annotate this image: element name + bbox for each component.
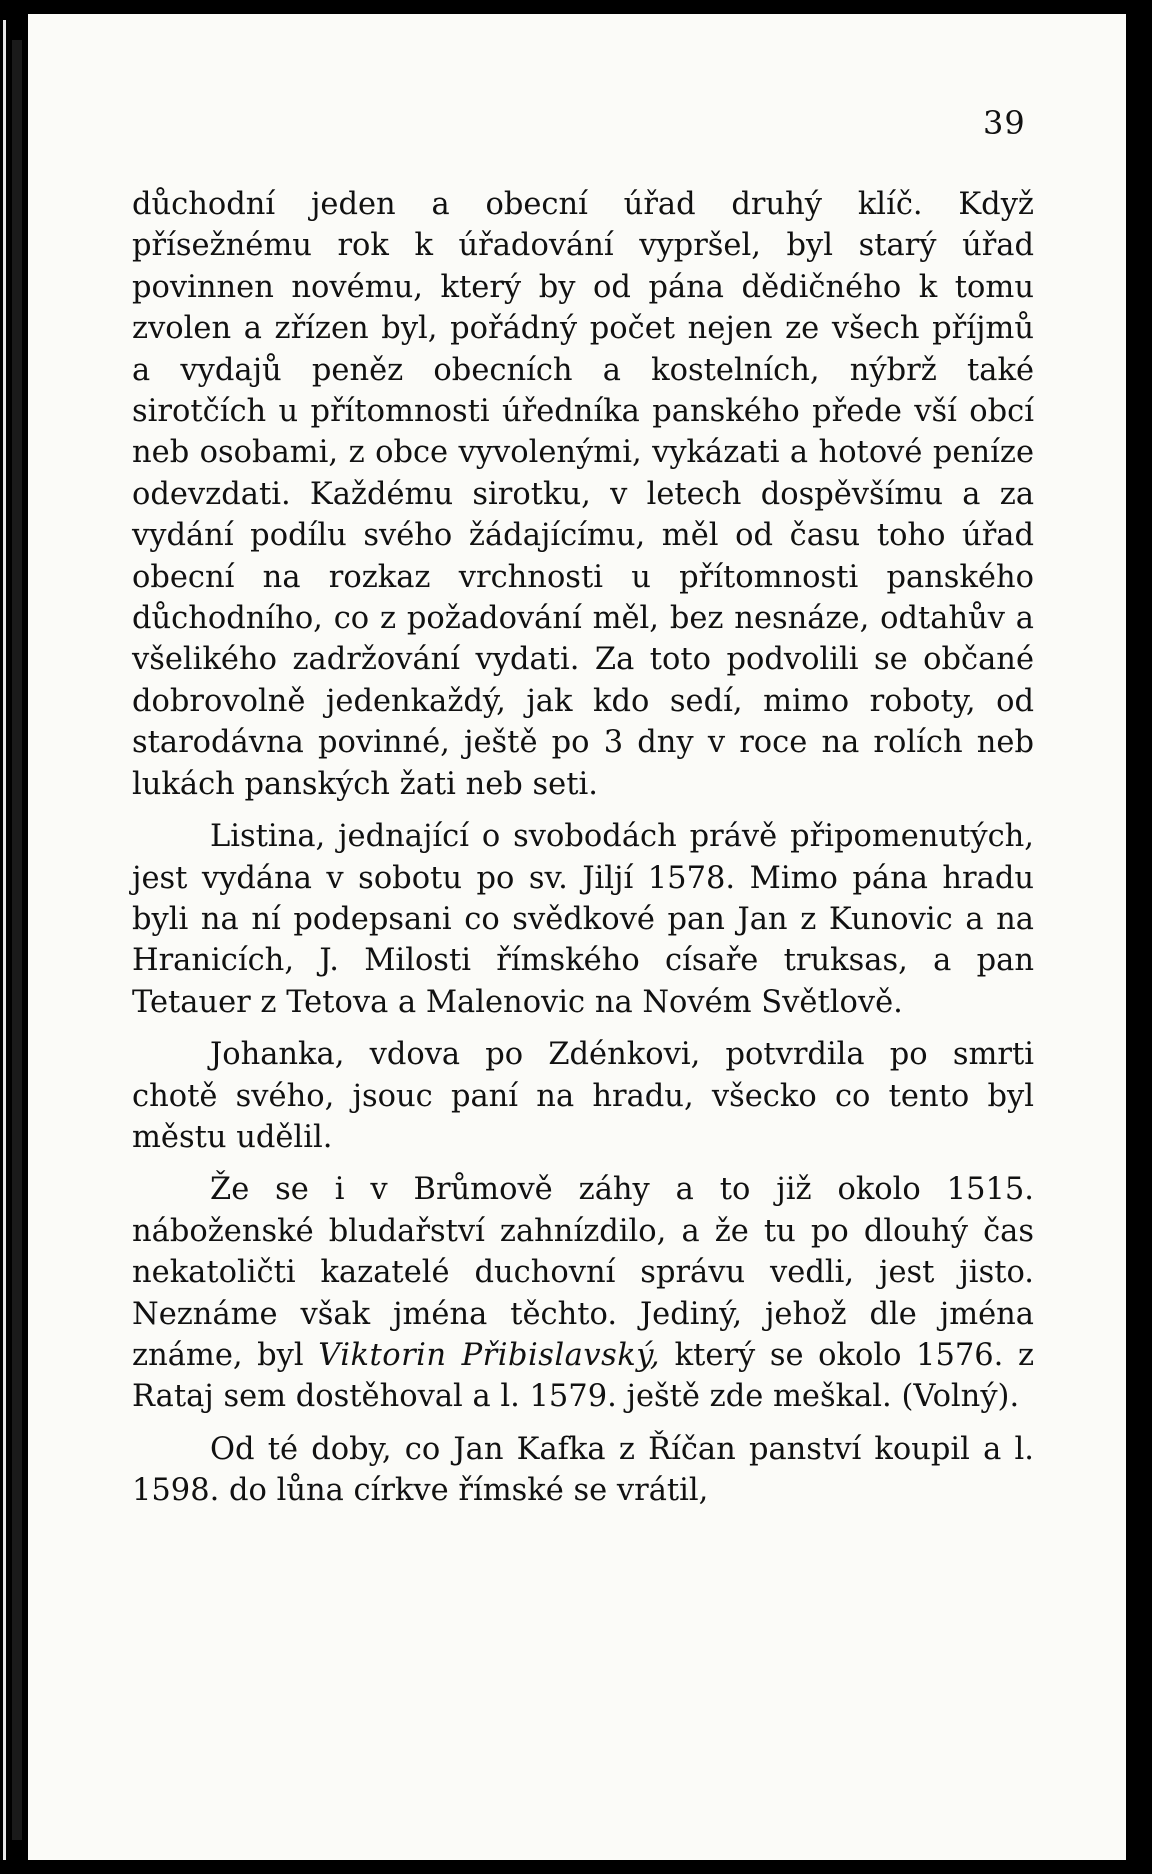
paragraph-1-text: důchodní jeden a obecní úřad druhý klíč. Když přísežnému rok k úřadování vypršel, byl starý úřad povinnen novému, který by od pána dědičného k tomu zvolen a zřízen byl, pořádný počet nejen ze všech příjmů a vydajů peněz obecních a kostelních, nýbrž také sirotčích u přítomnosti úředníka panského přede vší obcí neb osobami, z obce vyvolenými, vykázati a hotové peníze odevzdati. Každému sirotku, v letech dospěvšímu a za vydání podílu svého žádajícímu, měl od času toho úřad obecní na rozkaz vrchnosti u přítomnosti panského důchodního, co z požadování měl, bez nesnáze, odtahův a všelikého zadržování vydati. Za toto podvolili se občané dobrovolně jedenkaždý, jak kdo sedí, mimo roboty, od starodávna povinné, ještě po 3 dny v roce na rolích neb lukách panských žati neb seti. xyxy=(132,187,1034,802)
page-number: 39 xyxy=(983,104,1026,142)
paragraph-4-text-b: který se okolo 1576. z Rataj sem dostěhoval a l. 1579. ještě zde meškal. (Volný). xyxy=(132,1337,1035,1415)
paragraph-5 xyxy=(132,1429,1034,1512)
body-text xyxy=(132,184,1034,1512)
scan-edge-bar xyxy=(12,40,22,1840)
paragraph-5-text: Od té doby, co Jan Kafka z Říčan panství koupil a l. 1598. do lůna církve římské se vrátil, xyxy=(132,1431,1034,1509)
paragraph-1 xyxy=(132,184,1034,805)
paragraph-4-text-a: Že se i v Brůmově záhy a to již okolo 1515. náboženské bludařství zahnízdilo, a že tu po dlouhý čas nekatoličti kazatelé duchovní správu vedli, jest jisto. Neznáme však jména těchto. Jediný, jehož dle jména známe, byl xyxy=(132,1172,1034,1373)
paragraph-4 xyxy=(132,1169,1034,1417)
scan-edge-line xyxy=(3,20,6,1860)
paragraph-2-text: Listina, jednající o svobodách právě připomenutých, jest vydána v sobotu po sv. Jiljí 1578. Mimo pána hradu byli na ní podepsani co svědkové pan Jan z Kunovic a na Hranicích, J. Milosti římského císaře truksas, a pan Tetauer z Tetova a Malenovic na Novém Světlově. xyxy=(132,819,1034,1020)
paragraph-4-italic-name: Viktorin Přibislavský, xyxy=(318,1337,661,1373)
paragraph-3 xyxy=(132,1034,1034,1158)
paragraph-3-text: Johanka, vdova po Zdénkovi, potvrdila po smrti chotě svého, jsouc paní na hradu, všecko co tento byl městu udělil. xyxy=(132,1037,1034,1155)
book-page xyxy=(28,14,1126,1860)
paragraph-2 xyxy=(132,816,1034,1023)
